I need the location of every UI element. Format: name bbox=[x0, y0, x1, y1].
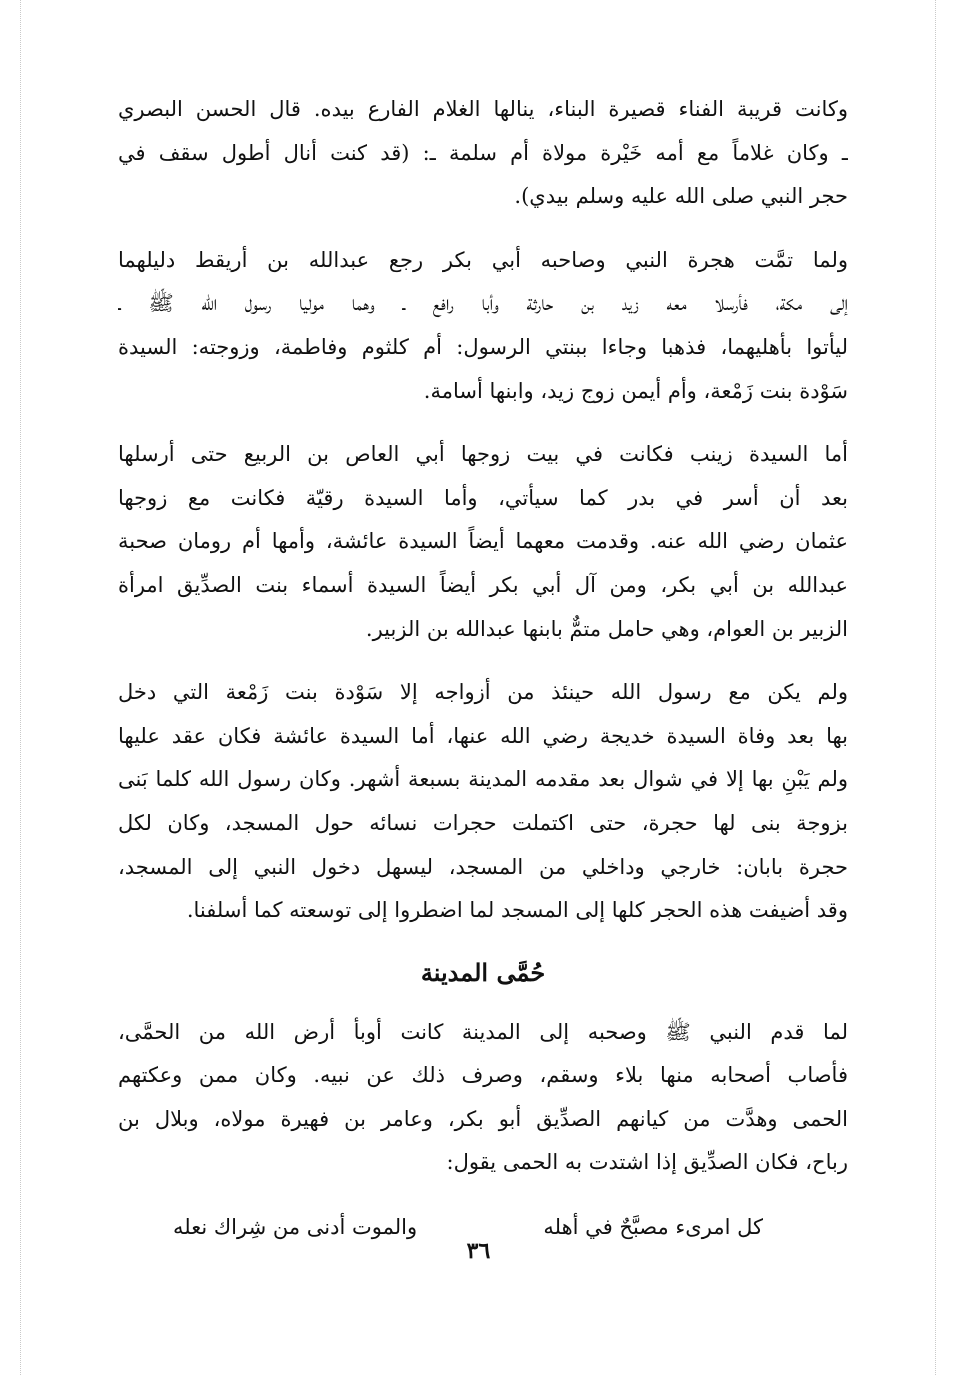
text-line: بزوجة بنى لها حجرة، حتى اكتملت حجرات نسائه حول المسجد، وكان لكل bbox=[118, 810, 848, 835]
text-line: ولم يكن مع رسول الله حينئذ من أزواجه إلا سَوْدة بنت زَمْعة التي دخل bbox=[118, 680, 848, 705]
page-number: ٣٦ bbox=[466, 1238, 491, 1264]
text-line: لما قدم النبي ﷺ وصحبه إلى المدينة كانت أوبأ أرض الله من الحمَّى، bbox=[118, 1019, 848, 1044]
paragraph-3 bbox=[118, 433, 848, 651]
text-line: حجرة بابان: خارجي وداخلي من المسجد، ليسهل دخول النبي إلى المسجد، bbox=[118, 854, 848, 879]
paragraph-4 bbox=[118, 671, 848, 933]
text-line: الحمى وهدَّت من كيانهم الصدِّيق أبو بكر، وعامر بن فهيرة مولاه، وبلال بن bbox=[118, 1106, 848, 1131]
text-line: عبدالله بن أبي بكر، ومن آل أبي بكر أيضاً السيدة أسماء بنت الصدِّيق امرأة bbox=[118, 572, 848, 597]
verse-first-hemistich: كل امرىء مصبَّحٌ في أهله bbox=[543, 1215, 763, 1240]
text-line: فأصاب أصحابه منها بلاء وسقم، وصرف ذلك عن نبيه. وكان ممن وعكتهم bbox=[118, 1063, 848, 1088]
text-line: ليأتوا بأهليهما، فذهبا وجاءا ببنتي الرسول: أم كلثوم وفاطمة، وزوجته: السيدة bbox=[118, 334, 848, 359]
verse-second-hemistich: والموت أدنى من شِراك نعله bbox=[173, 1215, 418, 1240]
section-heading: حُمَّى المدينة bbox=[420, 957, 546, 987]
text-line: ـ وكان غلاماً مع أمه خَيْرة مولاة أم سلمة ـ: (قد كنت أنال أطول سقف في bbox=[118, 140, 848, 165]
text-line: ولم يَبْنِ بها إلا في شوال بعد مقدمه المدينة بسبعة أشهر. وكان رسول الله كلما بَنى bbox=[118, 767, 848, 792]
text-line: إلى مكة، فأرسلا معه زيد بن حارثة وأبا رافع ـ وهما موليا رسول الله ﷺ ـ bbox=[118, 291, 848, 316]
text-line: بعد أن أسر في بدر كما سيأتي، وأما السيدة رقيّة فكانت مع زوجها bbox=[118, 485, 848, 510]
right-edge-dots bbox=[935, 0, 937, 1375]
text-line: وكانت قريبة الفناء قصيرة البناء، ينالها الغلام الفارع بيده. قال الحسن البصري bbox=[118, 97, 848, 121]
text-line: بها بعد وفاة السيدة خديجة رضي الله عنها، أما السيدة عائشة فكان عقد عليها bbox=[118, 723, 848, 748]
text-line: حجر النبي صلى الله عليه وسلم بيدي). bbox=[514, 184, 848, 209]
text-line: أما السيدة زينب فكانت في بيت زوجها أبي العاص بن الربيع حتى أرسلها bbox=[118, 442, 848, 467]
left-edge-dots bbox=[20, 0, 22, 1375]
page-body bbox=[118, 88, 848, 1249]
paragraph-5 bbox=[118, 1011, 848, 1185]
text-line: ولما تمَّت هجرة النبي وصاحبه أبي بكر رجع عبدالله بن أريقط دليلهما bbox=[118, 247, 848, 272]
text-line: وقد أضيفت هذه الحجر كلها إلى المسجد لما اضطروا إلى توسعته كما أسلفنا. bbox=[186, 898, 848, 923]
paragraph-1 bbox=[118, 88, 848, 219]
text-line: عثمان رضي الله عنه. وقدمت معهما أيضاً السيدة عائشة، وأمها أم رومان صحبة bbox=[118, 529, 848, 554]
text-line: سَوْدة بنت زَمْعة، وأم أيمن زوج زيد، وابنها أسامة. bbox=[423, 378, 848, 403]
text-line: الزبير بن العوام، وهي حامل متمٌّ بابنها عبدالله بن الزبير. bbox=[365, 616, 848, 641]
paragraph-2 bbox=[118, 239, 848, 413]
text-line: رباح، فكان الصدِّيق إذا اشتدت به الحمى يقول: bbox=[446, 1150, 848, 1175]
